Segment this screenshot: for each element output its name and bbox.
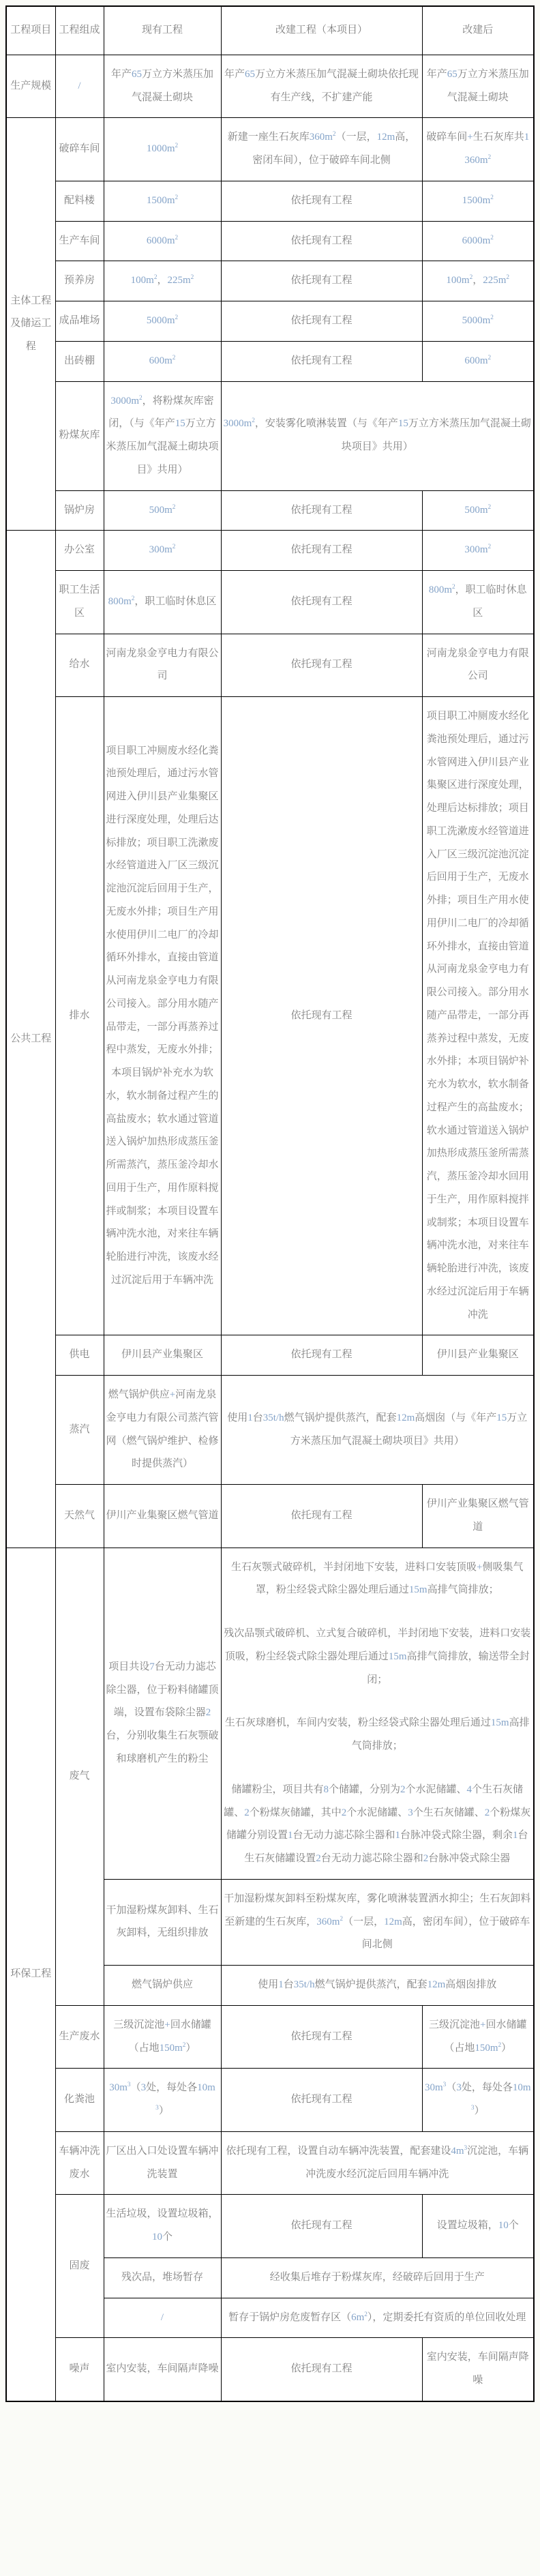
section-label-main-works: 主体工程及储运工程	[6, 118, 55, 531]
table-cell: 废气	[55, 1548, 104, 2005]
table-cell: 预养房	[55, 261, 104, 301]
latin-text: $150m^2$	[475, 2041, 502, 2054]
latin-text: 2	[400, 1783, 406, 1795]
latin-text: $100m^2$	[446, 274, 473, 286]
table-cell: 河南龙泉金亨电力有限公司	[104, 634, 221, 697]
table-cell: 干加湿粉煤灰卸料、生石灰卸料，无组织排放	[104, 1879, 221, 1965]
table-cell: 依托现有工程	[221, 697, 422, 1335]
table-cell: 项目共设7台无动力滤芯除尘器，位于粉料储罐顶端，设置布袋除尘器2台，分别收集生石灰颚破和球磨机产生的粉尘	[104, 1548, 221, 1879]
table-row	[6, 181, 534, 221]
latin-text: $600m^2$	[464, 354, 492, 366]
latin-text: $600m^2$	[149, 354, 176, 366]
latin-text: 2	[341, 1807, 347, 1818]
table-cell: 暂存于锅炉房危废暂存区$(6m^2)$，定期委托有资质的单位回收处理	[221, 2298, 534, 2338]
latin-text: $4m^3$	[451, 2144, 468, 2157]
table-cell: 厂区出入口处设置车辆冲洗装置	[104, 2131, 221, 2195]
table-cell	[104, 341, 221, 381]
table-cell: 依托现有工程	[221, 2069, 422, 2132]
latin-text: $10m^3$	[470, 2082, 531, 2112]
latin-text: 2	[244, 1807, 250, 1818]
latin-text: 3	[408, 1807, 413, 1818]
latin-text: $5000m^2$	[462, 314, 494, 326]
latin-text: 35t/h	[293, 1979, 315, 1990]
table-cell: 室内安装，车间隔声降噪	[104, 2338, 221, 2401]
table-row	[6, 1376, 534, 1485]
latin-text: $225m^2$	[483, 274, 510, 286]
table-cell: 经收集后堆存于粉煤灰库，经破碎后回用于生产	[221, 2257, 534, 2298]
table-cell: 干加湿粉煤灰卸料至粉煤灰库，雾化喷淋装置洒水抑尘；生石灰卸料至新建的生石灰库，$360m^2$（一层，12m高，密闭车间），位于破碎车间北侧	[221, 1879, 534, 1965]
table-row	[6, 1485, 534, 1548]
latin-text: $1500m^2$	[462, 194, 494, 206]
latin-text: 35t/h	[262, 1412, 284, 1423]
latin-text: +	[477, 1561, 483, 1573]
latin-text: /	[78, 80, 81, 91]
table-cell	[422, 301, 534, 342]
table-row	[6, 697, 534, 1335]
latin-text: 10	[151, 2232, 162, 2242]
table-cell	[55, 55, 104, 118]
latin-text: 3	[456, 2082, 462, 2094]
column-header: 现有工程	[104, 6, 221, 55]
table-row	[6, 531, 534, 571]
row-label-production-scale: 生产规模	[6, 55, 55, 118]
table-cell: 年产65万立方米蒸压加气混凝土砌块	[104, 55, 221, 118]
table-cell	[422, 490, 534, 531]
table-cell	[104, 118, 221, 181]
table-row	[6, 301, 534, 342]
table-cell: 天然气	[55, 1485, 104, 1548]
table-cell: 三级沉淀池+回水储罐（占地$150m^2$）	[422, 2005, 534, 2069]
table-cell: 破碎车间+生石灰库共$1360m^2$	[422, 118, 534, 181]
table-cell: 燃气锅炉供应	[104, 1966, 221, 2006]
table-cell: 出砖棚	[55, 341, 104, 381]
latin-text: $30m^3$	[424, 2082, 447, 2094]
table-cell	[422, 531, 534, 571]
table-cell: 依托现有工程	[221, 1335, 422, 1376]
latin-text: $3000m^2$	[110, 394, 142, 406]
table-cell: 排水	[55, 697, 104, 1335]
table-cell	[422, 341, 534, 381]
latin-text: 15	[496, 1412, 507, 1423]
latin-text: $1500m^2$	[146, 194, 179, 206]
latin-text: $6000m^2$	[462, 234, 494, 246]
latin-text: $300m^2$	[149, 544, 176, 556]
latin-text: +	[169, 1389, 176, 1400]
latin-text: $360m^2$	[316, 1915, 344, 1927]
latin-text: 1	[395, 1830, 400, 1841]
latin-text: $5000m^2$	[146, 314, 179, 326]
latin-text: $225m^2$	[167, 274, 194, 286]
header-row	[6, 6, 534, 55]
table-cell: 依托现有工程	[221, 261, 422, 301]
latin-text: 15	[175, 418, 185, 430]
latin-text: 1	[513, 1830, 518, 1841]
section-label-public-works: 公共工程	[6, 531, 55, 1548]
table-cell: 年产65万立方米蒸压加气混凝土砌块	[422, 55, 534, 118]
table-row	[6, 1548, 534, 1879]
table-cell	[104, 531, 221, 571]
table-cell: 蒸汽	[55, 1376, 104, 1485]
table-cell: 伊川县产业集聚区	[104, 1335, 221, 1376]
latin-text: $100m^2$	[130, 274, 158, 286]
table-cell: 伊川产业集聚区燃气管道	[104, 1485, 221, 1548]
table-cell	[104, 2298, 221, 2338]
latin-text: 65	[447, 68, 457, 80]
latin-text: 15m	[490, 1717, 509, 1729]
latin-text: 12m	[384, 1916, 402, 1927]
column-header: 改建工程（本项目）	[221, 6, 422, 55]
latin-text: 3	[140, 2082, 147, 2094]
project-composition-table	[5, 5, 535, 2402]
table-cell: 给水	[55, 634, 104, 697]
table-cell: 化粪池	[55, 2069, 104, 2132]
table-cell	[422, 221, 534, 261]
paragraph: 残次品颚式破碎机、立式复合破碎机，半封闭地下安装，进料口安装顶吸，粉尘经袋式除尘器处理后通过15m高排气筒排放，输送带全封闭；	[224, 1628, 531, 1685]
latin-text: 15m	[408, 1584, 427, 1596]
table-cell: $3000m^2$，安装雾化喷淋装置（与《年产15万立方米蒸压加气混凝土砌块项目》共用）	[221, 381, 534, 490]
latin-text: 2	[423, 1853, 429, 1864]
table-cell: $30m^3(3$处，每处各$10m^3$）	[422, 2069, 534, 2132]
table-row	[6, 261, 534, 301]
table-row	[6, 2069, 534, 2132]
latin-text: 1	[247, 1412, 253, 1423]
table-cell: $3000m^2$，将粉煤灰库密闭，（与《年产15万立方米蒸压加气混凝土砌块项目》共用）	[104, 381, 221, 490]
latin-text: 2	[205, 1707, 211, 1719]
table-row	[6, 55, 534, 118]
table-cell: $100m^2$，$225m^2$	[104, 261, 221, 301]
table-cell: 依托现有工程，设置自动车辆冲洗装置，配套建设$4m^3$沉淀池，车辆冲洗废水经沉淀后回用车辆冲洗	[221, 2131, 534, 2195]
table-cell: 设置垃圾箱，10个	[422, 2195, 534, 2258]
table-row	[6, 341, 534, 381]
table-cell: 依托现有工程	[221, 181, 422, 221]
table-cell: 依托现有工程	[221, 341, 422, 381]
table-cell: 依托现有工程	[221, 301, 422, 342]
table-cell: 车辆冲洗废水	[55, 2131, 104, 2195]
table-cell: 使用1台35t/h燃气锅炉提供蒸汽，配套12m高烟囱（与《年产15万立方米蒸压加气混凝土砌块项目》共用）	[221, 1376, 534, 1485]
table-cell: 配料楼	[55, 181, 104, 221]
table-row	[6, 2338, 534, 2401]
table-row	[6, 2131, 534, 2195]
table-row	[6, 118, 534, 181]
table-cell: 依托现有工程	[221, 2195, 422, 2258]
table-cell: 依托现有工程	[221, 221, 422, 261]
table-cell: 依托现有工程	[221, 531, 422, 571]
table-cell: 项目职工冲厕废水经化粪池预处理后，通过污水管网进入伊川县产业集聚区进行深度处理，处理后达标排放；项目职工洗漱废水经管道进入厂区三级沉淀池沉淀后回用于生产，无废水外排；项目生产用水使用伊川二电厂的冷却循环外排水，直接由管道从河南龙泉金亨电力有限公司接入。部分用水随产品带走，一部分再蒸养过程中蒸发，无废水外排；本项目锅炉补充水为软水，软水制备过程产生的高盐废水；软水通过管道送入锅炉加热形成蒸压釜所需蒸汽，蒸压釜冷却水回用于生产，用作原料搅拌或制浆；本项目设置车辆冲洗水池，对来往车辆轮胎进行冲洗，该废水经过沉淀后用于车辆冲洗	[422, 697, 534, 1335]
section-label-environmental-works: 环保工程	[6, 1548, 55, 2401]
latin-text: $360m^2$	[309, 131, 336, 143]
table-cell	[422, 181, 534, 221]
table-cell: 成品堆场	[55, 301, 104, 342]
latin-text: 65	[245, 68, 255, 80]
table-cell: 办公室	[55, 531, 104, 571]
latin-text: 15m	[388, 1650, 407, 1662]
table-row	[6, 571, 534, 634]
latin-text: $10m^3$	[155, 2082, 215, 2112]
paragraph: 生石灰颚式破碎机，半封闭地下安装，进料口安装顶吸+侧吸集气罩，粉尘经袋式除尘器处理后通过15m高排气筒排放；	[231, 1561, 524, 1596]
latin-text: +	[467, 132, 473, 143]
table-row	[6, 221, 534, 261]
latin-text: $150m^2$	[159, 2041, 186, 2054]
paragraph: 储罐粉尘，项目共有8个储罐，分别为2个水泥储罐、4个生石灰储罐、2个粉煤灰储罐，其中2个水泥储罐、3个生石灰储罐、2个粉煤灰储罐分别设置1台无动力滤芯除尘器和1台脉冲袋式除尘器，剩余1台生石灰储罐设置2台无动力滤芯除尘器和2台脉冲袋式除尘器	[224, 1783, 531, 1864]
table-cell: 职工生活区	[55, 571, 104, 634]
table-cell: 生产车间	[55, 221, 104, 261]
latin-text: $6000m^2$	[146, 234, 179, 246]
column-header: 改建后	[422, 6, 534, 55]
table-cell: 项目职工冲厕废水经化粪池预处理后，通过污水管网进入伊川县产业集聚区进行深度处理，处理后达标排放；项目职工洗漱废水经管道进入厂区三级沉淀池沉淀后回用于生产，无废水外排；项目生产用水使用伊川二电厂的冷却循环外排水，直接由管道从河南龙泉金亨电力有限公司接入。部分用水随产品带走，一部分再蒸养过程中蒸发，无废水外排；本项目锅炉补充水为软水，软水制备过程产生的高盐废水；软水通过管道送入锅炉加热形成蒸压釜所需蒸汽，蒸压釜冷却水回用于生产，用作原料搅拌或制浆；本项目设置车辆冲洗水池，对来往车辆轮胎进行冲洗，该废水经过沉淀后用于车辆冲洗	[104, 697, 221, 1335]
table-row	[6, 634, 534, 697]
table-row	[6, 1335, 534, 1376]
table-cell: 依托现有工程	[221, 1485, 422, 1548]
table-cell	[104, 181, 221, 221]
table-cell: 依托现有工程	[221, 634, 422, 697]
latin-text: 10	[498, 2220, 509, 2232]
table-cell: 供电	[55, 1335, 104, 1376]
table-cell: 伊川县产业集聚区	[422, 1335, 534, 1376]
latin-text: 12m	[396, 1412, 415, 1423]
latin-text: 15	[397, 418, 408, 430]
latin-text: /	[160, 2311, 164, 2323]
table-cell: $800m^2$，职工临时休息区	[104, 571, 221, 634]
column-header: 工程组成	[55, 6, 104, 55]
table-cell: $30m^3(3$处，每处各$10m^3$）	[104, 2069, 221, 2132]
paragraph: 生石灰球磨机，车间内安装，粉尘经袋式除尘器处理后通过15m高排气筒排放；	[224, 1717, 530, 1751]
table-row	[6, 2005, 534, 2069]
table-cell: 破碎车间	[55, 118, 104, 181]
table-cell: 新建一座生石灰库$360m^2$（一层，12m高，密闭车间），位于破碎车间北侧	[221, 118, 422, 181]
latin-text: +	[164, 2019, 170, 2030]
latin-text: 1	[287, 1830, 293, 1841]
latin-text: 65	[132, 68, 142, 80]
latin-text: $500m^2$	[149, 503, 176, 516]
table-cell: 依托现有工程	[221, 2338, 422, 2401]
latin-text: $800m^2$	[108, 595, 135, 607]
table-cell: 锅炉房	[55, 490, 104, 531]
latin-text: $300m^2$	[464, 544, 492, 556]
latin-text: 8	[323, 1783, 329, 1795]
table-cell: 噪声	[55, 2338, 104, 2401]
latin-text: $800m^2$	[428, 584, 455, 595]
latin-text: 2	[316, 1853, 321, 1864]
table-cell: $100m^2$，$225m^2$	[422, 261, 534, 301]
table-cell: 固废	[55, 2195, 104, 2338]
table-row	[6, 381, 534, 490]
table-cell: 使用1台35t/h燃气锅炉提供蒸汽，配套12m高烟囱排放	[221, 1966, 534, 2006]
table-cell: 依托现有工程	[221, 2005, 422, 2069]
table-cell: 依托现有工程	[221, 571, 422, 634]
latin-text: 1	[278, 1979, 284, 1990]
table-cell: 年产65万立方米蒸压加气混凝土砌块依托现有生产线，不扩建产能	[221, 55, 422, 118]
table-cell: 河南龙泉金亨电力有限公司	[422, 634, 534, 697]
table-header	[6, 6, 534, 55]
table-cell: 生活垃圾，设置垃圾箱，10个	[104, 2195, 221, 2258]
table-cell	[104, 221, 221, 261]
table-cell	[221, 1548, 534, 1879]
table-body	[6, 55, 534, 2401]
latin-text: 12m	[376, 132, 395, 143]
table-cell: 伊川产业集聚区燃气管道	[422, 1485, 534, 1548]
table-cell: 室内安装，车间隔声降噪	[422, 2338, 534, 2401]
latin-text: +	[480, 2019, 486, 2030]
table-row	[6, 2195, 534, 2258]
latin-text: 12m	[427, 1979, 446, 1990]
table-row	[6, 490, 534, 531]
latin-text: $500m^2$	[464, 503, 492, 516]
table-cell: 三级沉淀池+回水储罐（占地$150m^2$）	[104, 2005, 221, 2069]
table-cell: 粉煤灰库	[55, 381, 104, 490]
table-cell: 生产废水	[55, 2005, 104, 2069]
latin-text: $3000m^2$	[223, 417, 255, 430]
latin-text: 4	[466, 1783, 472, 1795]
table-cell: 依托现有工程	[221, 490, 422, 531]
table-cell: 残次品，堆场暂存	[104, 2257, 221, 2298]
latin-text: 7	[149, 1661, 155, 1672]
latin-text: $1000m^2$	[146, 143, 179, 155]
table-cell	[104, 490, 221, 531]
table-cell: 燃气锅炉供应+河南龙泉金亨电力有限公司蒸汽管网（燃气锅炉维护、检修时提供蒸汽）	[104, 1376, 221, 1485]
latin-text: $1360m^2$	[464, 132, 530, 166]
table-cell: $800m^2$，职工临时休息区	[422, 571, 534, 634]
table-cell	[104, 301, 221, 342]
latin-text: $30m^3$	[109, 2082, 131, 2094]
latin-text: 2	[484, 1807, 490, 1818]
column-header: 工程项目	[6, 6, 55, 55]
latin-text: $6m^2$	[351, 2311, 368, 2323]
